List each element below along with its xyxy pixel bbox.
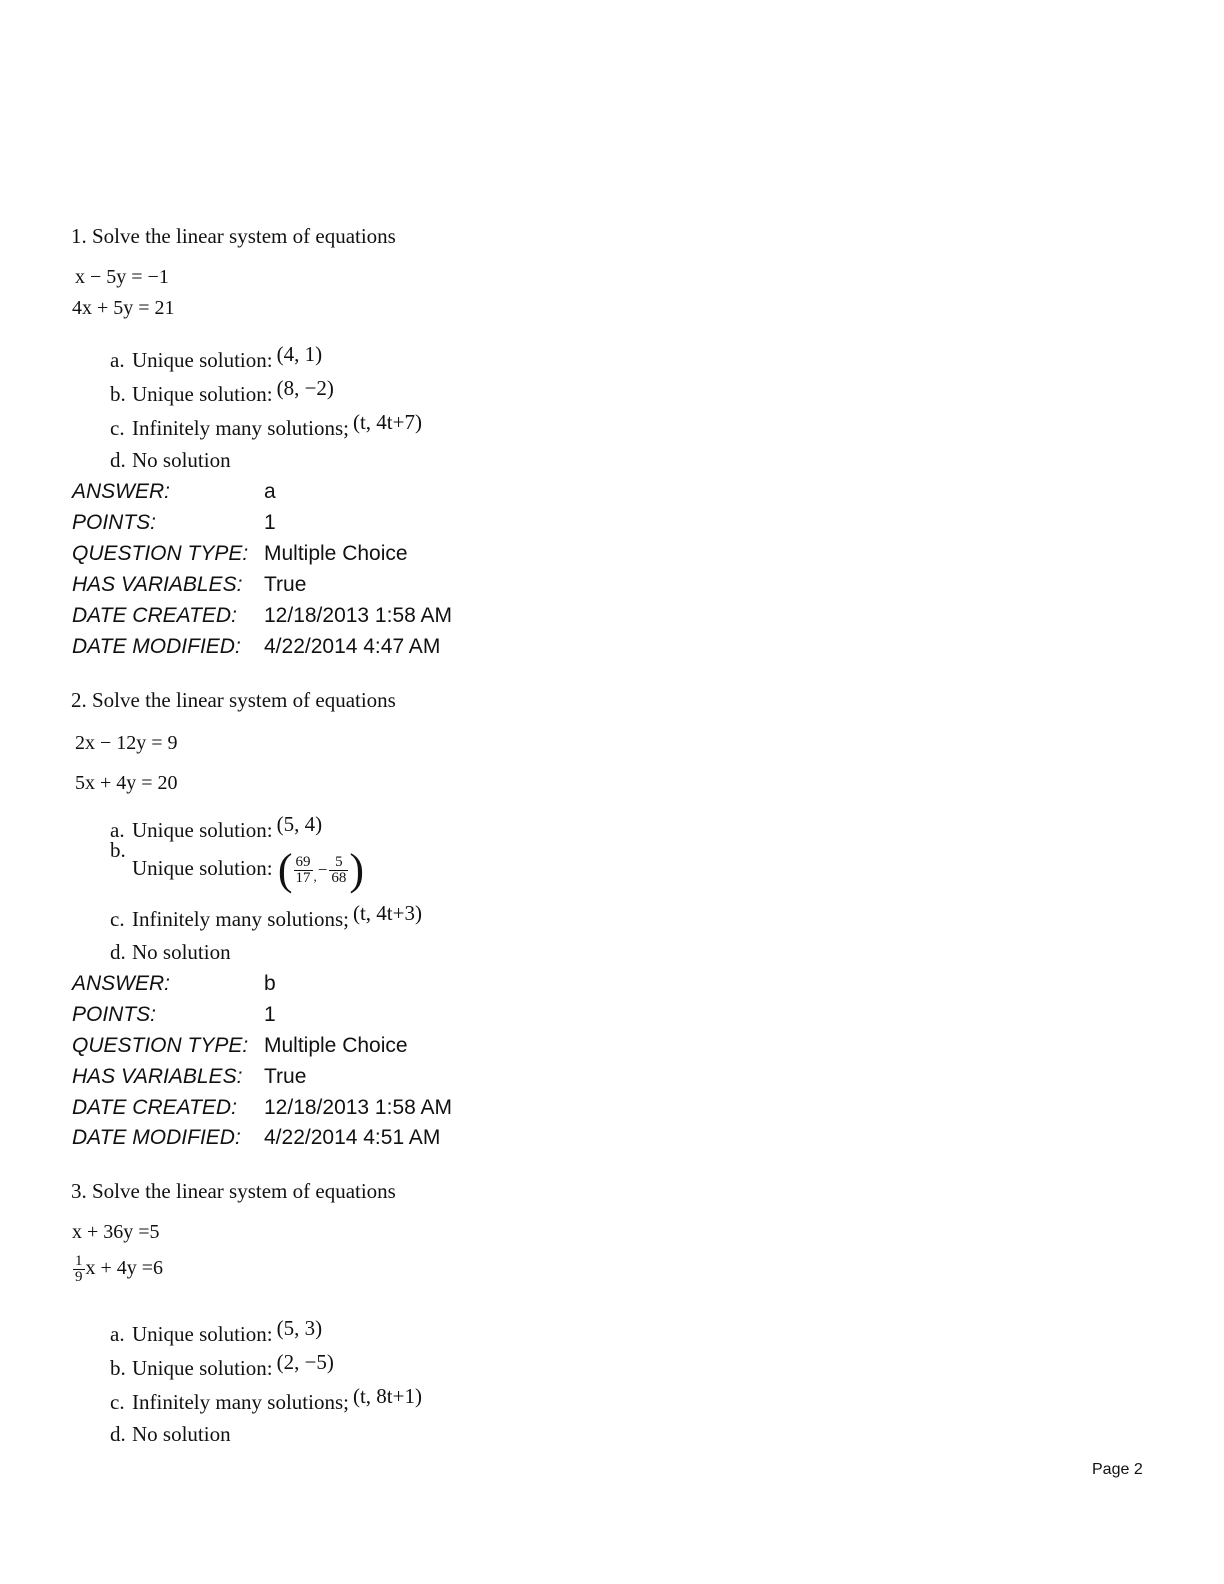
option-math: (t, 4t+3) — [352, 901, 422, 925]
option-text: No solution — [132, 940, 231, 964]
fraction-numerator: 5 — [329, 855, 348, 871]
question-1-option-c — [110, 410, 422, 441]
meta-value: Multiple Choice — [264, 1034, 408, 1057]
option-math: (t, 4t+7) — [352, 410, 422, 434]
option-text: Unique solution: — [132, 855, 273, 880]
question-3-equation-2 — [72, 1254, 163, 1285]
fraction-one-ninth — [73, 1254, 85, 1285]
option-text: Infinitely many solutions; — [132, 1390, 349, 1414]
option-letter: a. — [110, 348, 125, 372]
option-letter: c. — [110, 907, 125, 931]
meta-value: 12/18/2013 1:58 AM — [264, 1096, 452, 1119]
option-text: Unique solution: — [132, 348, 273, 372]
option-math: (t, 8t+1) — [352, 1384, 422, 1408]
question-1-type-row — [72, 542, 408, 566]
option-letter: d. — [110, 1422, 126, 1446]
meta-label: POINTS: — [72, 511, 157, 534]
meta-value: b — [264, 972, 276, 995]
question-2-option-b-letter-row — [110, 838, 132, 863]
option-text: Unique solution: — [132, 1356, 273, 1380]
question-2-variables-row — [72, 1065, 306, 1089]
fraction-numerator: 69 — [295, 853, 311, 870]
fraction-numerator: 1 — [75, 1253, 83, 1269]
question-1-equation-1: x − 5y = −1 — [75, 266, 169, 288]
comma: , — [313, 868, 317, 884]
meta-value: 1 — [264, 511, 276, 534]
option-text: Unique solution: — [132, 818, 273, 842]
question-2-equation-1: 2x − 12y = 9 — [75, 732, 178, 754]
meta-label: POINTS: — [72, 1003, 157, 1026]
meta-label: DATE MODIFIED: — [72, 635, 241, 658]
option-math: (5, 4) — [276, 812, 323, 836]
question-3-option-a — [110, 1316, 323, 1347]
question-2-answer-row — [72, 972, 276, 996]
meta-value: True — [264, 1065, 307, 1088]
meta-value: Multiple Choice — [264, 542, 408, 565]
question-1-answer-row — [72, 480, 276, 504]
page-number: Page 2 — [1092, 1461, 1143, 1478]
question-2-option-b — [132, 845, 364, 894]
question-2-created-row — [72, 1096, 452, 1120]
equation-rest: x + 4y =6 — [85, 1257, 164, 1280]
option-letter: a. — [110, 1322, 125, 1346]
meta-label: DATE MODIFIED: — [72, 1126, 241, 1149]
option-math: (2, −5) — [276, 1350, 334, 1374]
meta-label: QUESTION TYPE: — [72, 1034, 249, 1057]
option-math: (4, 1) — [276, 342, 323, 366]
question-1-stem: 1. Solve the linear system of equations — [71, 224, 396, 248]
option-text: No solution — [132, 1422, 231, 1446]
option-letter: c. — [110, 416, 125, 440]
question-1-modified-row — [72, 635, 440, 659]
question-2-points-row — [72, 1003, 276, 1027]
question-1-equation-2: 4x + 5y = 21 — [72, 297, 175, 319]
fraction-denominator: 9 — [75, 1269, 83, 1285]
question-1-created-row — [72, 604, 452, 628]
minus-sign: − — [317, 860, 328, 879]
left-paren: ( — [277, 845, 293, 894]
option-math: (8, −2) — [276, 376, 334, 400]
meta-label: QUESTION TYPE: — [72, 542, 249, 565]
meta-value: True — [264, 573, 307, 596]
question-2-option-d — [110, 940, 231, 965]
question-1-option-d — [110, 448, 231, 473]
question-1-option-a — [110, 342, 323, 373]
meta-value: 1 — [264, 1003, 276, 1026]
meta-label: HAS VARIABLES: — [72, 573, 243, 596]
meta-value: 12/18/2013 1:58 AM — [264, 604, 452, 627]
question-1-variables-row — [72, 573, 306, 597]
meta-label: ANSWER: — [72, 972, 171, 995]
option-letter: d. — [110, 940, 126, 964]
meta-value: 4/22/2014 4:51 AM — [264, 1126, 441, 1149]
question-1-option-b — [110, 376, 334, 407]
meta-label: DATE CREATED: — [72, 604, 237, 627]
meta-value: a — [264, 480, 276, 503]
fraction-2 — [329, 855, 348, 886]
meta-label: ANSWER: — [72, 480, 171, 503]
question-2-modified-row — [72, 1126, 440, 1150]
option-text: Infinitely many solutions; — [132, 416, 349, 440]
option-text: No solution — [132, 448, 231, 472]
question-3-option-d — [110, 1422, 231, 1447]
option-text: Infinitely many solutions; — [132, 907, 349, 931]
question-2-equation-2: 5x + 4y = 20 — [75, 772, 178, 794]
question-1-points-row — [72, 511, 276, 535]
question-3-stem: 3. Solve the linear system of equations — [71, 1179, 396, 1203]
option-letter: b. — [110, 838, 126, 862]
question-2-stem: 2. Solve the linear system of equations — [71, 688, 396, 712]
option-text: Unique solution: — [132, 1322, 273, 1346]
fraction-denominator: 17 — [295, 869, 311, 886]
question-2-type-row — [72, 1034, 408, 1058]
fraction-denominator: 68 — [331, 869, 347, 886]
meta-label: DATE CREATED: — [72, 1096, 237, 1119]
meta-value: 4/22/2014 4:47 AM — [264, 635, 441, 658]
option-text: Unique solution: — [132, 382, 273, 406]
option-math: (5, 3) — [276, 1316, 323, 1340]
option-letter: c. — [110, 1390, 125, 1414]
option-letter: b. — [110, 382, 126, 406]
question-3-option-b — [110, 1350, 334, 1381]
question-2-option-a — [110, 812, 323, 843]
right-paren: ) — [349, 845, 364, 894]
question-2-option-c — [110, 901, 422, 932]
option-letter: b. — [110, 1356, 126, 1380]
option-letter: a. — [110, 818, 125, 842]
question-3-equation-1: x + 36y =5 — [72, 1221, 160, 1243]
meta-label: HAS VARIABLES: — [72, 1065, 243, 1088]
question-3-option-c — [110, 1384, 422, 1415]
option-letter: d. — [110, 448, 126, 472]
fraction-1 — [294, 855, 313, 886]
